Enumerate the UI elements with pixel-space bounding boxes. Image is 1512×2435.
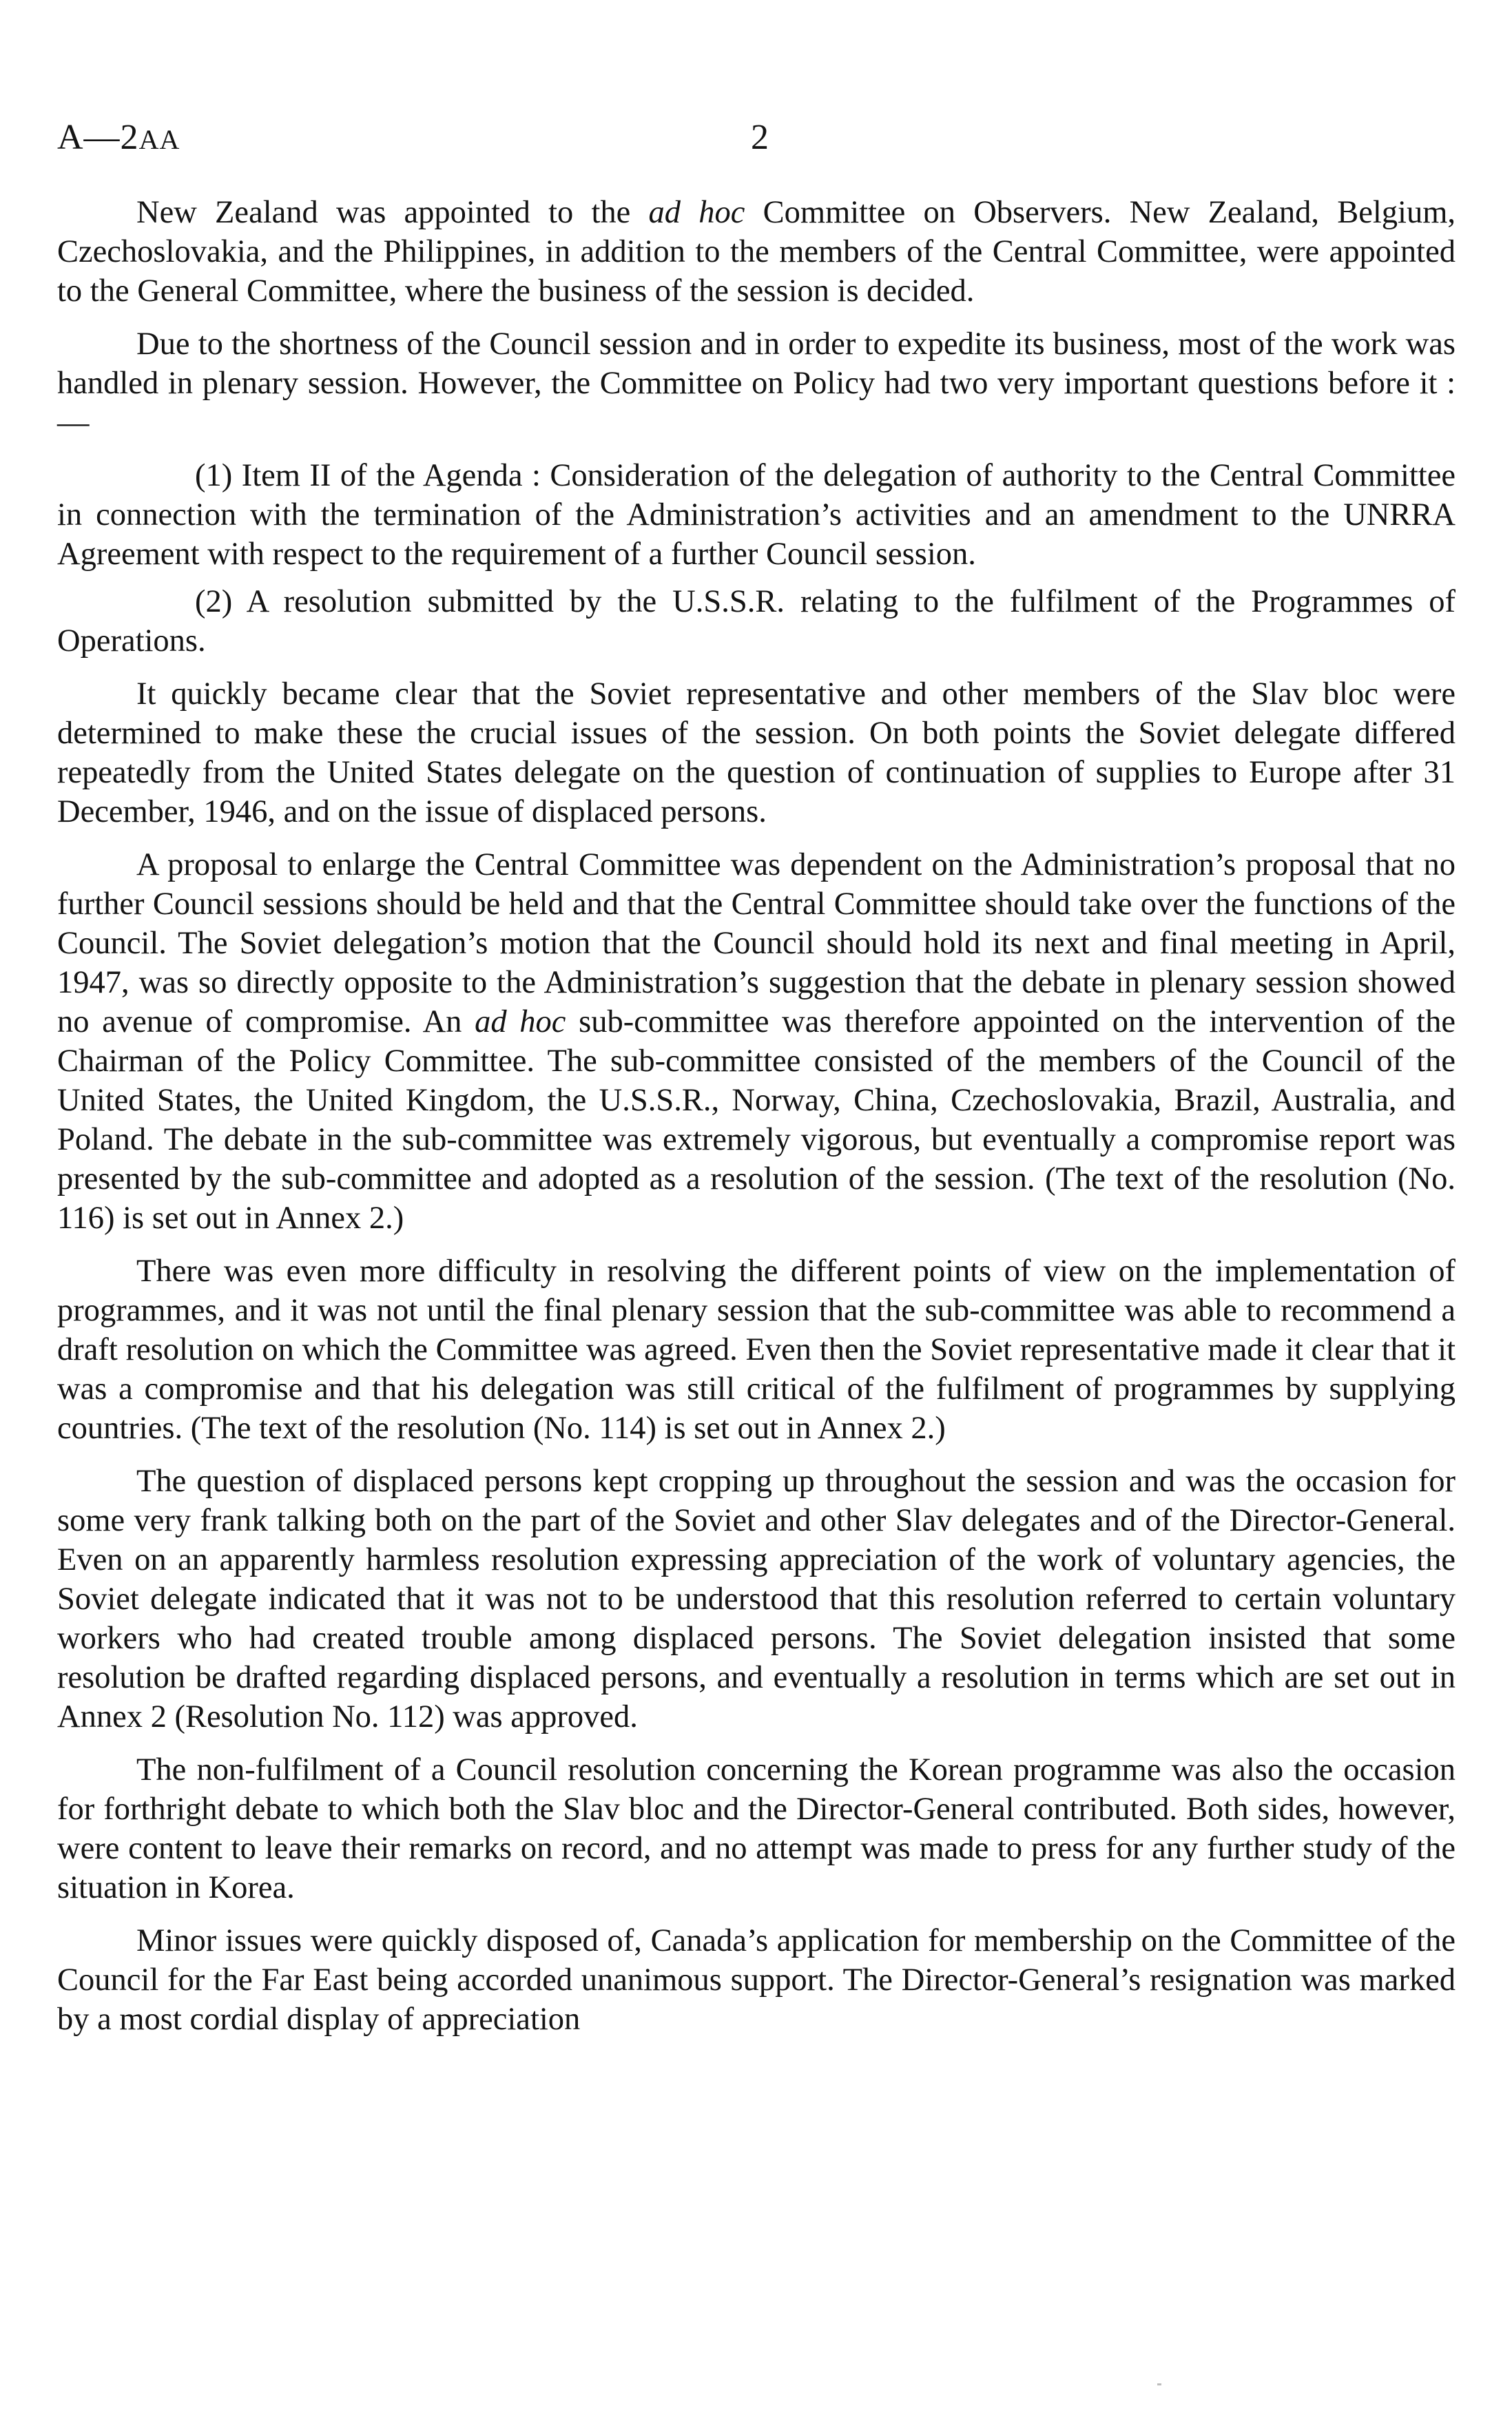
paragraph-observers-committee xyxy=(57,193,1456,311)
p4-italic-ad-hoc: ad hoc xyxy=(475,1004,566,1039)
p4-text-b: sub-committee was therefore appointed on the intervention of the Chairman of the Policy Committee. The sub-committee consisted of the members of the Council of the United States, the United Kingdom, the U.S.S.R., Norway, China, Czechoslovakia, Brazil, Australia, and Poland. The debate in the sub-committee was extremely vigorous, but eventually a compromise report was presented by the sub-committee and adopted as a resolution of the session. (The text of the resolution (No. 116) is set out in Annex 2.) xyxy=(57,1004,1456,1236)
p4-text-a: A proposal to enlarge the Central Committee was dependent on the Administration’s proposal that no further Council sessions should be held and that the Central Committee should take over the functions of the Council. The Soviet delegation’s motion that the Council should hold its next and final meeting in April, 1947, was so directly opposite to the Administration’s suggestion that the debate in plenary session showed no avenue of compromise. An xyxy=(57,847,1456,1039)
scan-mark xyxy=(1157,2383,1161,2385)
page-number: 2 xyxy=(751,118,769,157)
paragraph-programmes-implementation: There was even more difficulty in resolving the different points of view on the implementation of programmes, and it was not until the final plenary session that the sub-committee was able to recommend a draft resolution on which the Committee was agreed. Even then the Soviet representative made it clear that it was a compromise and that his delegation was still critical of the fulfilment of programmes by supplying countries. (The text of the resolution (No. 114) is set out in Annex 2.) xyxy=(57,1254,1456,1446)
paragraph-korean-programme: The non-fulfilment of a Council resolution concerning the Korean programme was also the occasion for forthright debate to which both the Slav bloc and the Director-General contributed. Both sides, however, were content to leave their remarks on record, and no attempt was made to press for any further study of the situation in Korea. xyxy=(57,1752,1456,1905)
document-reference xyxy=(57,117,180,158)
paragraph-displaced-persons: The question of displaced persons kept cropping up throughout the session and was the occasion for some very frank talking both on the part of the Soviet and other Slav delegates and of the Director-General. Even on an apparently harmless resolution expressing appreciation of the work of voluntary agencies, the Soviet delegate indicated that it was not to be understood that this resolution referred to certain voluntary workers who had created trouble among displaced persons. The Soviet delegation insisted that some resolution be drafted regarding displaced persons, and eventually a resolution in terms which are set out in Annex 2 (Resolution No. 112) was approved. xyxy=(57,1464,1456,1734)
list-item-ussr-resolution: (2) A resolution submitted by the U.S.S.R. relating to the fulfilment of the Programmes of Operations. xyxy=(57,584,1456,659)
p1-italic-ad-hoc: ad hoc xyxy=(648,195,745,230)
list-item-agenda-item-ii: (1) Item II of the Agenda : Consideration of the delegation of authority to the Central Committee in connection with the termination of the Administration’s activities and an amendment to the UNRRA Agreement with respect to the requirement of a further Council session. xyxy=(57,458,1456,572)
doc-ref-suffix: AA xyxy=(138,124,180,155)
p1-text-b: Committee on Observers. New Zealand, Belgium, Czechoslovakia, and the Philippines, in addition to the members of the Central Committee, were appointed to the General Committee, where the business of the session is decided. xyxy=(57,195,1456,309)
doc-ref-prefix: A—2 xyxy=(57,118,139,157)
paragraph-minor-issues: Minor issues were quickly disposed of, Canada’s application for membership on the Committee of the Council for the Far East being accorded unanimous support. The Director-General’s resignation was marked by a most cordial display of appreciation xyxy=(57,1923,1456,2037)
paragraph-slav-bloc: It quickly became clear that the Soviet representative and other members of the Slav bloc were determined to make these the crucial issues of the session. On both points the Soviet delegate differed repeatedly from the United States delegate on the question of continuation of supplies to Europe after 31 December, 1946, and on the issue of displaced persons. xyxy=(57,676,1456,829)
paragraph-central-committee-proposal xyxy=(57,845,1456,1238)
paragraph-session-business: Due to the shortness of the Council session and in order to expedite its business, most of the work was handled in plenary session. However, the Committee on Policy had two very important questions before it :— xyxy=(57,327,1456,440)
body-text xyxy=(57,193,1456,2053)
p1-text-a: New Zealand was appointed to the xyxy=(136,195,649,230)
page-header xyxy=(57,117,1456,172)
